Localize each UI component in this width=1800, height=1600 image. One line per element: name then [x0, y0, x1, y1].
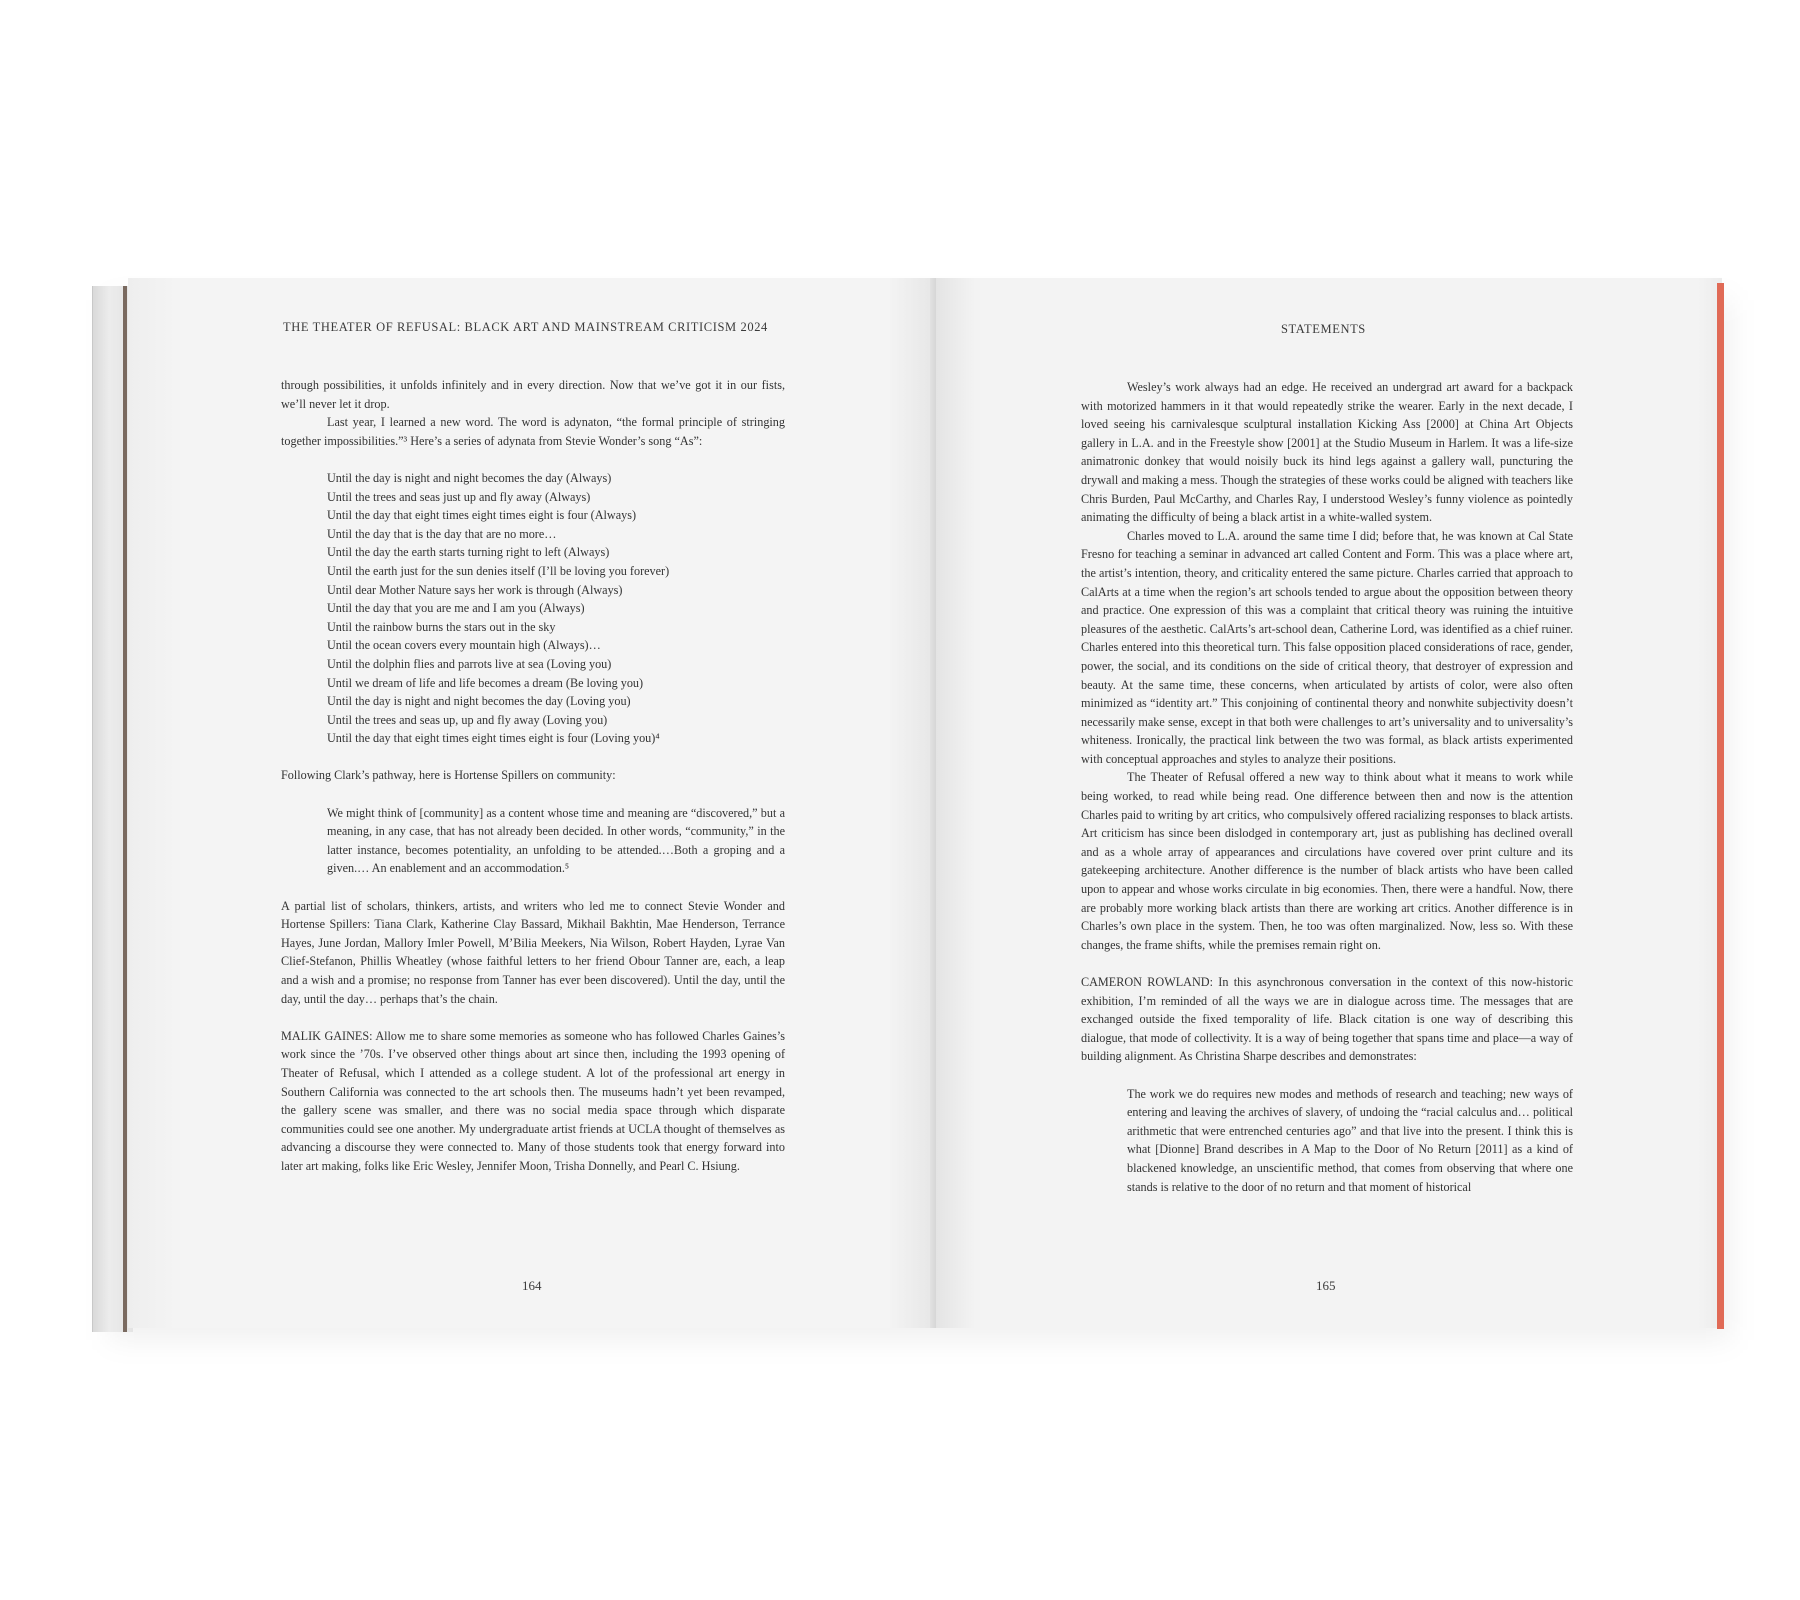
left-body-text [281, 376, 785, 1176]
right-paragraph-2: Charles moved to L.A. around the same time I did; before that, he was known at Cal State Fresno for teaching a seminar in advanced art called Content and Form. This was a place where art, the artist’s intention, theory, and criticality entered the same picture. Charles carried that approach to CalArts at a time when the region’s art schools tended to argue about the opposition between theory and practice. One expression of this was a complaint that critical theory was ruining the intuitive pleasures of the aesthetic. CalArts’s art-school dean, Catherine Lord, was identified as a chief ruiner. Charles entered into this theoretical turn. This false opposition placed considerations of race, gender, power, the social, and its conditions on the side of critical theory, that destroyer of expression and beauty. At the same time, these concerns, when articulated by artists of color, were also often minimized as “identity art.” This conjoining of continental theory and nonwhite subjectivity doesn’t necessarily make sense, except in that both were challenges to art’s universality and to universality’s whiteness. Ironically, the practical link between the two was formal, as black artists experimented with conceptual approaches and styles to analyze their positions. [1081, 528, 1573, 766]
verse-line: Until dear Mother Nature says her work is through (Always) [327, 582, 623, 597]
right-page-number: 165 [1316, 1278, 1336, 1293]
right-running-head: STATEMENTS [1281, 322, 1366, 336]
verse-line: Until the trees and seas just up and fly away (Always) [327, 489, 591, 504]
right-paragraph-3: The Theater of Refusal offered a new way to think about what it means to work while being worked, to read while being read. One difference between then and now is the attention Charles paid to writing by art critics, who compulsively offered racializing responses to black artists. Art criticism has since been dislodged in contemporary art, just as publishing has declined overall and as a whole array of appearances and circulations have covered over print culture and its gatekeeping architecture. Another difference is the number of black artists who have been called upon to appear and whose works circulate in big economies. Then, there were a handful. Now, there are probably more working black artists than there are working art critics. Another difference is in Charles’s own place in the system. Then, he too was often marginalized. Now, less so. With these changes, the frame shifts, while the premises remain right on. [1081, 770, 1573, 952]
left-paragraph-2: Last year, I learned a new word. The word is adynaton, “the formal principle of stringing together impossibilities.”³ Here’s a series of adynata from Stevie Wonder’s song “As”: [281, 415, 785, 448]
page-stack-edge [92, 286, 133, 1332]
verse-line: Until we dream of life and life becomes a dream (Be loving you) [327, 675, 644, 690]
page-edge-color [1717, 283, 1724, 1329]
right-body-text [1081, 378, 1573, 1196]
left-paragraph-5: MALIK GAINES: Allow me to share some memories as someone who has followed Charles Gaines’s work since the ’70s. I’ve observed other things about art since then, including the 1993 opening of Theater of Refusal, which I attended as a college student. A lot of the professional art energy in Southern California was connected to the art schools then. The museums hadn’t yet been revamped, the gallery scene was smaller, and there was no social media space through which disparate communities could see one another. My undergraduate artist friends at UCLA thought of themselves as advancing a discourse they were connected to. Many of those students took that energy forward into later art making, folks like Eric Wesley, Jennifer Moon, Trisha Donnelly, and Pearl C. Hsiung. [281, 1028, 785, 1173]
sharpe-quote: The work we do requires new modes and methods of research and teaching; new ways of entering and leaving the archives of slavery, of undoing the “racial calculus and… political arithmetic that were entrenched centuries ago” and that live into the present. I think this is what [Dionne] Brand describes in A Map to the Door of No Return [2011] as a kind of blackened knowledge, an unscientific method, that comes from observing that where one stands is relative to the door of no return and that moment of historical [1127, 1086, 1573, 1194]
verse-line: Until the day the earth starts turning right to left (Always) [327, 545, 610, 560]
left-paragraph-1: through possibilities, it unfolds infinitely and in every direction. Now that we’ve got it in our fists, we’ll never let it drop. [281, 378, 785, 411]
verse-line: Until the day that you are me and I am you (Always) [327, 601, 585, 616]
spillers-quote: We might think of [community] as a content whose time and meaning are “discovered,” but a meaning, in any case, that has not already been decided. In other words, “community,” in the latter instance, becomes potentiality, an unfolding to be attended.…Both a groping and a given.… An enablement and an accommodation.⁵ [327, 805, 785, 876]
right-paragraph-4: CAMERON ROWLAND: In this asynchronous conversation in the context of this now-historic exhibition, I’m reminded of all the ways we are in dialogue across time. The messages that are exchanged outside the fixed temporality of life. Black citation is one way of describing this dialogue, that mode of collectivity. It is a way of being together that spans time and place—a way of building alignment. As Christina Sharpe describes and demonstrates: [1081, 975, 1573, 1064]
verse-line: Until the day that eight times eight times eight is four (Always) [327, 508, 637, 523]
song-verse [281, 469, 785, 748]
left-page-number: 164 [522, 1278, 542, 1293]
verse-line: Until the day is night and night becomes the day (Always) [327, 470, 612, 485]
verse-line: Until the ocean covers every mountain high (Always)… [327, 638, 601, 653]
left-running-head: THE THEATER OF REFUSAL: BLACK ART AND MAINSTREAM CRITICISM 2024 [283, 320, 768, 334]
verse-line: Until the trees and seas up, up and fly away (Loving you) [327, 712, 608, 727]
left-paragraph-3: Following Clark’s pathway, here is Hortense Spillers on community: [281, 768, 616, 783]
left-paragraph-4: A partial list of scholars, thinkers, artists, and writers who led me to connect Stevie Wonder and Hortense Spillers: Tiana Clark, Katherine Clay Bassard, Mikhail Bakhtin, Mae Henderson, Terrance Hayes, June Jordan, Mallory Imler Powell, M’Bilia Meekers, Nia Wilson, Robert Hayden, Lyrae Van Clief-Stefanon, Phillis Wheatley (whose faithful letters to her friend Obour Tanner are, each, a leap and a wish and a promise; no response from Tanner has ever been discovered). Until the day, until the day, until the day… perhaps that’s the chain. [281, 898, 785, 1006]
right-paragraph-1: Wesley’s work always had an edge. He received an undergrad art award for a backpack with motorized hammers in it that would repeatedly strike the wearer. Early in the next decade, I loved seeing his carnivalesque sculptural installation Kicking Ass [2000] at China Art Objects gallery in L.A. and in the Freestyle show [2001] at the Studio Museum in Harlem. It was a life-size animatronic donkey that would noisily buck its hind legs against a gallery wall, puncturing the drywall and making a mess. Though the strategies of these works could be aligned with teachers like Chris Burden, Paul McCarthy, and Charles Ray, I understood Wesley’s funny violence as pointedly animating the difficulty of being a black artist in a white-walled system. [1081, 380, 1573, 525]
verse-line: Until the earth just for the sun denies itself (I’ll be loving you forever) [327, 563, 670, 578]
verse-line: Until the rainbow burns the stars out in the sky [327, 619, 556, 634]
verse-line: Until the dolphin flies and parrots live at sea (Loving you) [327, 656, 612, 671]
verse-line: Until the day that eight times eight times eight is four (Loving you)⁴ [327, 731, 660, 746]
verse-line: Until the day that is the day that are no more… [327, 526, 557, 541]
verse-line: Until the day is night and night becomes the day (Loving you) [327, 694, 631, 709]
